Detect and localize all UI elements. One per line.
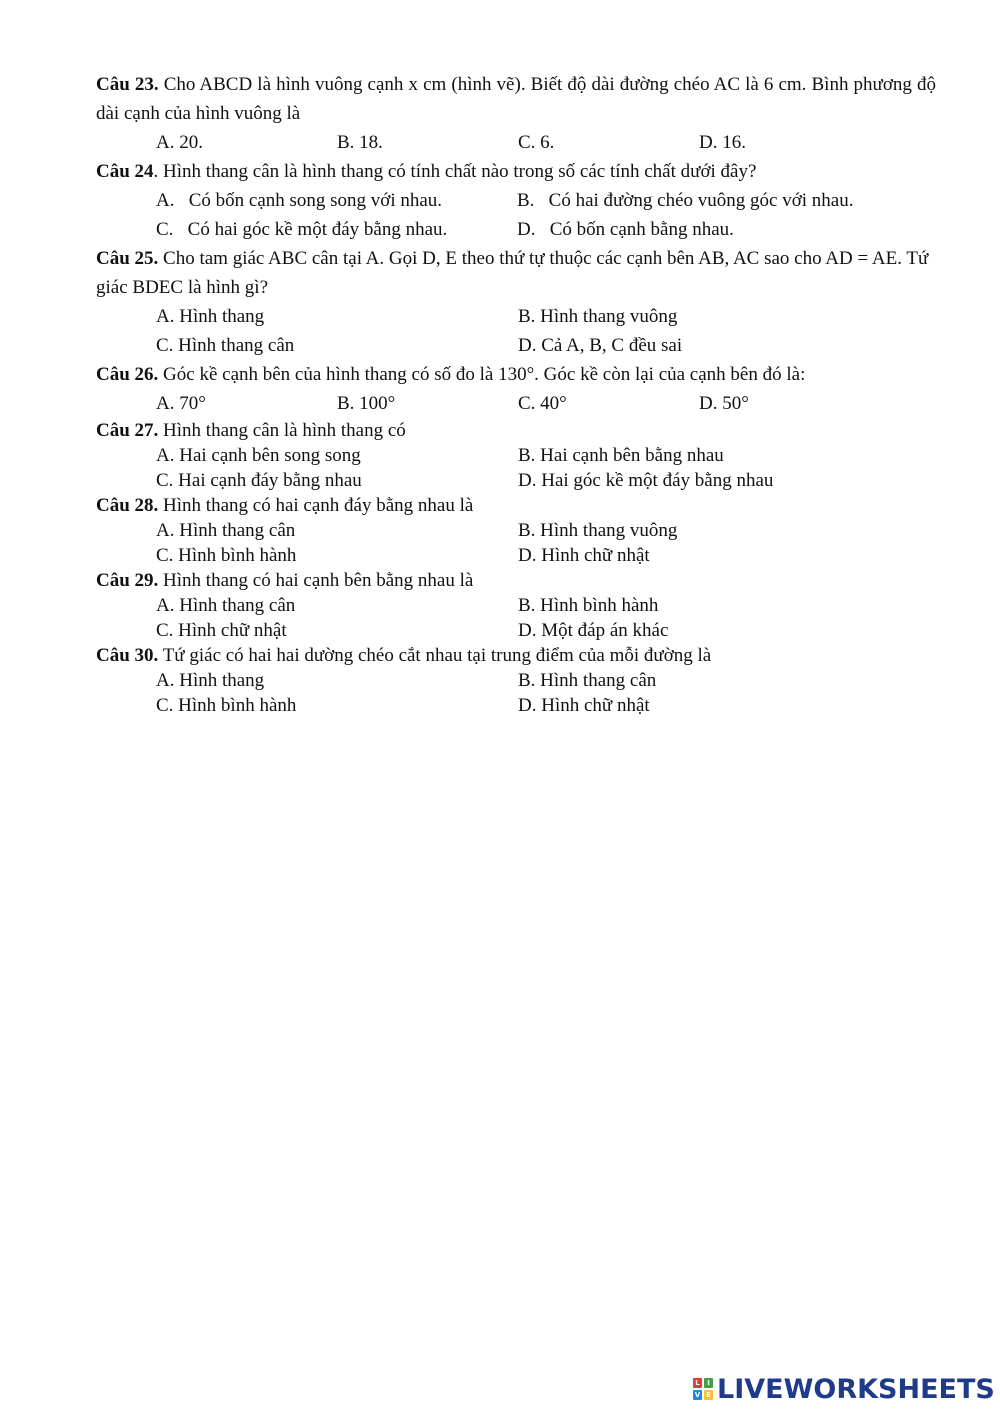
option-b[interactable]: B. Hai cạnh bên bằng nhau bbox=[518, 445, 724, 466]
option-c[interactable]: C. Hình bình hành bbox=[156, 695, 297, 716]
question-29 bbox=[96, 568, 936, 643]
option-a[interactable]: A. Hình thang bbox=[156, 670, 265, 691]
logo-mark-icon bbox=[693, 1378, 713, 1400]
question-label: Câu 29. bbox=[96, 570, 159, 591]
option-b[interactable]: B. 18. bbox=[337, 132, 383, 153]
option-d[interactable]: D. Có bốn cạnh bằng nhau. bbox=[517, 219, 734, 240]
option-b[interactable]: B. Hình thang cân bbox=[518, 670, 657, 691]
option-c[interactable]: C. 40° bbox=[518, 393, 567, 414]
question-text bbox=[96, 568, 936, 593]
question-text bbox=[96, 157, 936, 186]
question-label: Câu 24 bbox=[96, 161, 154, 182]
option-b[interactable]: B. Hình thang vuông bbox=[518, 306, 678, 327]
options-grid bbox=[96, 186, 936, 244]
option-a[interactable]: A. Hình thang cân bbox=[156, 520, 296, 541]
option-d[interactable]: D. 16. bbox=[699, 132, 746, 153]
question-23 bbox=[96, 70, 936, 157]
option-b[interactable]: B. Hình bình hành bbox=[518, 595, 659, 616]
options-grid bbox=[96, 518, 936, 568]
option-c[interactable]: C. Hình chữ nhật bbox=[156, 620, 287, 641]
question-body: Góc kề cạnh bên của hình thang có số đo là 130°. Góc kề còn lại của cạnh bên đó là: bbox=[158, 364, 806, 385]
logo-mark-letter: E bbox=[704, 1390, 713, 1400]
options-row bbox=[96, 128, 936, 157]
option-d[interactable]: D. Hình chữ nhật bbox=[518, 695, 650, 716]
question-text bbox=[96, 493, 936, 518]
question-26 bbox=[96, 360, 936, 418]
options-grid bbox=[96, 302, 936, 360]
question-label: Câu 27. bbox=[96, 420, 159, 441]
logo-mark-letter: L bbox=[693, 1378, 702, 1388]
options-grid bbox=[96, 668, 936, 718]
option-b[interactable]: B. 100° bbox=[337, 393, 396, 414]
question-text bbox=[96, 70, 936, 128]
question-24 bbox=[96, 157, 936, 244]
question-body: Hình thang cân là hình thang có bbox=[158, 420, 406, 441]
question-label: Câu 30. bbox=[96, 645, 159, 666]
question-text bbox=[96, 244, 936, 302]
option-c[interactable]: C. Hai cạnh đáy bằng nhau bbox=[156, 470, 362, 491]
option-b[interactable]: B. Hình thang vuông bbox=[518, 520, 678, 541]
question-text bbox=[96, 360, 936, 389]
question-body: . Hình thang cân là hình thang có tính chất nào trong số các tính chất dưới đây? bbox=[153, 161, 757, 182]
question-body: Hình thang có hai cạnh bên bằng nhau là bbox=[158, 570, 474, 591]
option-c[interactable]: C. Có hai góc kề một đáy bằng nhau. bbox=[156, 219, 448, 240]
option-a[interactable]: A. Hai cạnh bên song song bbox=[156, 445, 361, 466]
options-row bbox=[96, 389, 936, 418]
options-grid bbox=[96, 593, 936, 643]
question-text bbox=[96, 418, 936, 443]
option-d[interactable]: D. Cả A, B, C đều sai bbox=[518, 335, 683, 356]
option-d[interactable]: D. Hình chữ nhật bbox=[518, 545, 650, 566]
option-a[interactable]: A. 70° bbox=[156, 393, 206, 414]
liveworksheets-logo[interactable] bbox=[693, 1374, 995, 1404]
question-label: Câu 26. bbox=[96, 364, 159, 385]
question-30 bbox=[96, 643, 936, 718]
option-a[interactable]: A. Hình thang cân bbox=[156, 595, 296, 616]
question-label: Câu 23. bbox=[96, 74, 159, 95]
option-c[interactable]: C. 6. bbox=[518, 132, 555, 153]
question-body: Cho tam giác ABC cân tại A. Gọi D, E theo thứ tự thuộc các cạnh bên AB, AC sao cho AD = AE. Tứ giác BDEC là hình gì? bbox=[96, 248, 929, 298]
option-d[interactable]: D. Một đáp án khác bbox=[518, 620, 669, 641]
question-body: Tứ giác có hai hai dường chéo cắt nhau tại trung điểm của mỗi đường là bbox=[158, 645, 712, 666]
option-c[interactable]: C. Hình thang cân bbox=[156, 335, 295, 356]
option-b[interactable]: B. Có hai đường chéo vuông góc với nhau. bbox=[517, 190, 854, 211]
options-grid bbox=[96, 443, 936, 493]
worksheet-page bbox=[96, 70, 936, 718]
question-28 bbox=[96, 493, 936, 568]
question-body: Hình thang có hai cạnh đáy bằng nhau là bbox=[158, 495, 474, 516]
option-c[interactable]: C. Hình bình hành bbox=[156, 545, 297, 566]
logo-mark-letter: I bbox=[704, 1378, 713, 1388]
logo-mark-letter: V bbox=[694, 1391, 701, 1399]
question-body: Cho ABCD là hình vuông cạnh x cm (hình vẽ). Biết độ dài đường chéo AC là 6 cm. Bình phương độ dài cạnh của hình vuông là bbox=[96, 74, 936, 124]
option-a[interactable]: A. 20. bbox=[156, 132, 203, 153]
logo-text: LIVEWORKSHEETS bbox=[717, 1373, 995, 1405]
question-label: Câu 25. bbox=[96, 248, 159, 269]
question-25 bbox=[96, 244, 936, 360]
option-a[interactable]: A. Hình thang bbox=[156, 306, 265, 327]
question-text bbox=[96, 643, 936, 668]
question-label: Câu 28. bbox=[96, 495, 159, 516]
option-d[interactable]: D. Hai góc kề một đáy bằng nhau bbox=[518, 470, 774, 491]
question-27 bbox=[96, 418, 936, 493]
option-a[interactable]: A. Có bốn cạnh song song với nhau. bbox=[156, 190, 443, 211]
option-d[interactable]: D. 50° bbox=[699, 393, 749, 414]
